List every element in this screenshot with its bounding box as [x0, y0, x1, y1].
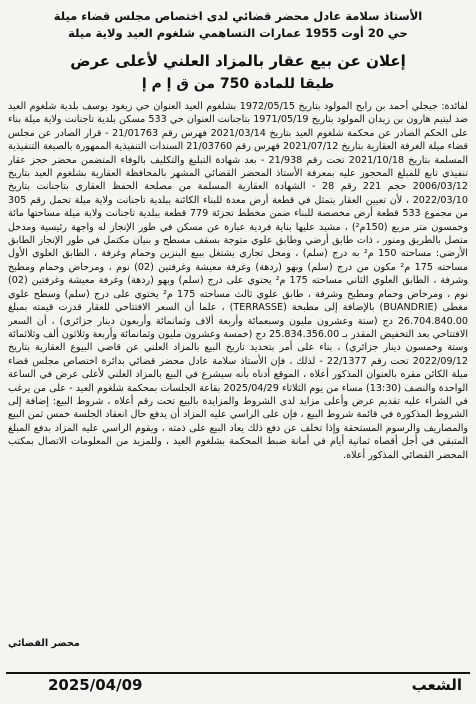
publication-date: 2025/04/09 [48, 676, 143, 694]
bailiff-header [8, 8, 468, 42]
header-line-2: حي 20 أوت 1955 عمارات التساهمي شلغوم العيد ولاية ميلة [68, 26, 408, 40]
newspaper-name: الشعب [411, 676, 462, 694]
announcement-body [8, 100, 468, 638]
announcement-subtitle: طبقا للمادة 750 من ق إ م إ [141, 76, 335, 92]
footer-divider [6, 672, 470, 674]
signature: محضر القضائي [8, 638, 80, 649]
body-paragraph: لفائدة: جيجلي أحمد بن رابح المولود بتاريخ 1972/05/15 بشلغوم العيد العنوان حي زيغود يوسف بلدية شلغوم العيد ضد ليتيم هارون بن زيدان المولود بتاريخ 1971/05/19 بتاجنانت العنوان حي 533 مسكن بلدية تاجنانت ولاية ميلة بناء على الحكم الصادر عن محكمة شلغوم العيد بتاريخ 2021/03/14 فهرس رقم 21/01763 - قرار الصادر عن مجلس قضاء ميلة الغرفة العقارية بتاريخ 2021/07/12 فهرس رقم 21/03760 السندات التنفيذية الممهورة بالصيغة التنفيذية المسلمة بتاريخ 2021/10/18 تحت رقم 21/938 - بعد شهادة التبليغ والتكليف بالوفاء المتضمن محضر حجز عقار تنفيذي تابع للمبلغ المحجوز عليه بمعرفة الأستاذ المحضر القضائي المشهر بالمحافظة العقارية بشلغوم العيد بتاريخ 2006/03/12 حجم 221 رقم 28 - الشهادة العقارية المسلمة من مصلحة الحفظ العقاري بتاجنانت بتاريخ 2022/03/10 ، لأن تعيين العقار يتمثل في قطعة أرض معدة للبناء الكائنة ببلدية تاجنانت ولاية ميلة تحمل رقم 305 من مجموع 533 قطعة أرض مخصصة للبناء ضمن مخطط تجزئة 779 قطعة ببلدية تاجنانت ولاية ميلة مساحتها مائة وخمسون متر مربع (150م²) ، مشيد عليها بناية فردية عبارة عن مسكن في طور الإنجاز له واجهة رئيسية ومدخل متصل بالطريق ومنور ، ذات طابق أرضي وطابق علوي متوجة بسقف مسطح و بنيان مكتمل في طور الإنجاز الطابق الأرضي: مساحته 150 م² به درج (سلم) ، ومحل تجاري يشتغل ببيع البنزين وحمام وغرفة ، الطابق العلوي الأول مساحته 175 م² مكون من درج (سلم) وبهو (ردهة) وغرفة معيشة وغرفتين (02) نوم ، ومرحاض وحمام ومطبخ وشرفة ، الطابق العلوي الثاني مساحته 175 م² يحتوي على درج (سلم) وبهو (ردهة) وغرفة معيشة وغرفتين (02) نوم ، ومرحاض وحمام ومطبخ وشرفة ، طابق علوي ثالث مساحته 175 م² يحتوي على درج (سلم) وسطح علوي مغطى (BUANDRIE) بالإضافة إلى مطبخة (TERRASSE) ، علما أن السعر الافتتاحي للعقار قدرت قيمته بمبلغ 26.704.840.00 دج (ستة وعشرون مليون وسبعمائة وأربعة ألاف وثمانمائة وأربعون دينار جزائري) ، أن السعر الافتتاحي بعد التخفيض المقدر بـ 25.834.356.00 دج (خمسة وعشرون مليون وثمانمائة وأربعة وثلاثون ألف وثلاثمائة وستة وخمسون دينار جزائري) ، بناء على أمر بتحديد تاريخ البيع بالمزاد العلني عن قاضي البيوع العقارية بتاريخ 2022/09/12 تحت رقم 22/1377 - لذلك ، فإن الأستاذ سلامة عادل محضر قضائي بدائرة اختصاص مجلس قضاء ميلة الكائن مقره بالعنوان المذكور أعلاه ، الموقع أدناه بأنه سيشرع في البيع بالمزاد العلني لأعلى عرض في الساعة الواحدة والنصف (13:30) مساء من يوم الثلاثاء 2025/04/29 بقاعة الجلسات بمحكمة شلغوم العيد - على من يرغب في الشراء عليه تقديم عرض وأعلى مزايد لدى الشروط والمزايدة بالبيع تحت رقم أعلاه ، شروط البيع: إضافة إلى الشروط المذكورة في قائمة شروط البيع ، فإن على الراسي عليه المزاد أن يدفع حال انعقاد الجلسة خمس ثمن البيع والمصاريف والرسوم المستحقة وإذا تخلف عن دفع ذلك يعاد البيع على ذمته ، ويقوم الراسي عليه المزاد بدفع المبلغ المتبقي في أجل أقصاه ثمانية أيام في أمانة ضبط المحكمة بشلغوم العيد ، وللمزيد من المعلومات الاتصال بمكتب المحضر القضائي المذكور أعلاه. [8, 101, 468, 461]
footer [8, 676, 468, 698]
header-line-1: الأستاذ سلامة عادل محضر قضائي لدى اختصاص مجلس قضاء ميلة [53, 9, 423, 23]
announcement-title: إعلان عن بيع عقار بالمزاد العلني لأعلى عرض [70, 52, 406, 70]
